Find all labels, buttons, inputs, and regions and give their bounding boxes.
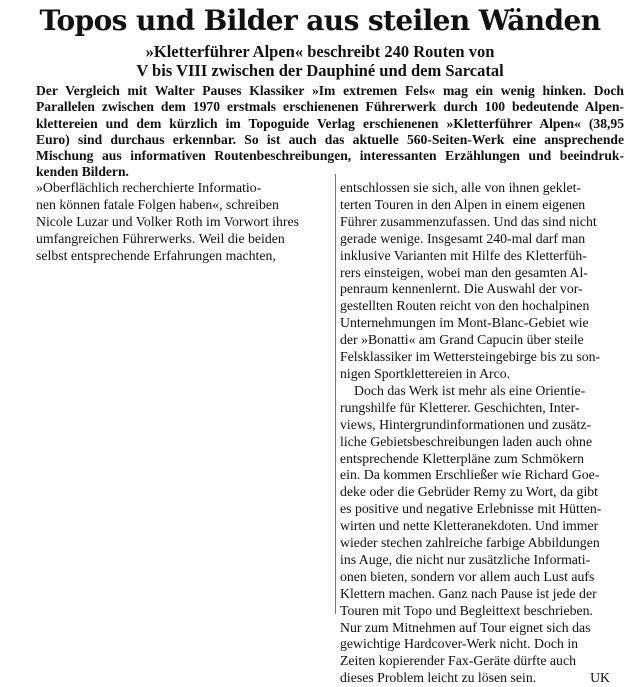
- body-line: wirten und nette Kletteranekdoten. Und immer: [340, 518, 599, 534]
- body-line: ein. Da kommen Erschließer wie Richard Goe-: [340, 467, 600, 483]
- body-line: deke oder die Gebrüder Remy zu Wort, da gibt: [340, 484, 599, 500]
- body-line: inklusive Varianten mit Hilfe des Kletterfüh-: [340, 247, 587, 263]
- body-line: nen können fatale Folgen haben«, schreiben: [36, 196, 279, 212]
- body-column-1: [36, 180, 332, 265]
- body-line: rungshilfe für Kletterer. Geschichten, Inter-: [340, 399, 580, 415]
- lead-line: Euro) sind durchaus erkennbar. So ist auch das aktuelle 560-Seiten-Werk eine ansprechende: [36, 131, 624, 147]
- body-line: Doch das Werk ist mehr als eine Orientie-: [354, 382, 586, 398]
- body-line: rers einsteigen, wobei man den gesamten Al-: [340, 264, 588, 280]
- body-line: nigen Sportklettereien in Arco.: [340, 365, 511, 381]
- body-line: penraum kennenlernt. Die Auswahl der vor-: [340, 281, 583, 297]
- body-line: gerade wenige. Insgesamt 240-mal darf man: [340, 230, 586, 246]
- body-last-line: [340, 670, 630, 687]
- lead-line: Mischung aus informativen Routenbeschreibungen, interessanten Erzählungen und beeindruk-: [36, 148, 624, 164]
- body-line: selbst entsprechende Erfahrungen machten,: [36, 247, 276, 263]
- body-line: Nur zum Mitnehmen auf Tour eignet sich das: [340, 619, 591, 635]
- body-line: liche Gebietsbeschreibungen laden auch ohne: [340, 433, 593, 449]
- lead-line: kenden Bildern.: [36, 164, 129, 180]
- body-line: gewichtige Hardcover-Werk nicht. Doch in: [340, 636, 579, 652]
- body-line: terten Touren in den Alpen in einem eigenen: [340, 196, 586, 212]
- body-line: wieder stechen zahlreiche farbige Abbildungen: [340, 535, 600, 551]
- lead-line: Der Vergleich mit Walter Pauses Klassiker »Im extremen Fels« mag ein wenig hinken. Doch: [36, 83, 624, 98]
- body-line: ins Auge, die nicht nur zusätzliche Informati-: [340, 551, 591, 567]
- body-line: Nicole Luzar und Volker Roth im Vorwort ihres: [36, 213, 300, 229]
- subheadline-line: »Kletterführer Alpen« beschreibt 240 Routen von: [145, 42, 495, 61]
- body-line: Felsklassiker im Wettersteingebirge bis zu son-: [340, 349, 601, 365]
- body-line: der »Bonatti« am Grand Capucin über steile: [340, 332, 584, 348]
- body-line: onen bieten, sondern vor allem auch Lust aufs: [340, 568, 595, 584]
- body-line: dieses Problem leicht zu lösen sein.: [340, 670, 537, 686]
- body-line: Unternehmungen im Mont-Blanc-Gebiet wie: [340, 315, 589, 331]
- body-line: Klettern machen. Ganz nach Pause ist jede der: [340, 585, 597, 601]
- body-line: entschlossen sie sich, alle von ihnen geklet-: [340, 180, 582, 195]
- column-divider: [335, 174, 336, 614]
- headline: Topos und Bilder aus steilen Wänden: [39, 4, 601, 37]
- author-signature: UK: [590, 670, 610, 686]
- body-column-2: [340, 180, 630, 687]
- body-line: Touren mit Topo und Begleittext beschrieben.: [340, 602, 593, 618]
- body-line: gestellten Routen reicht von den hochalpinen: [340, 298, 590, 314]
- body-line: views, Hintergrundinformationen und zusätz-: [340, 416, 592, 432]
- body-line: entsprechende Kletterpläne zum Schmökern: [340, 450, 585, 466]
- body-line: Führer zusammenzufassen. Und das sind nicht: [340, 213, 597, 229]
- body-line: »Oberflächlich recherchierte Informatio-: [36, 180, 262, 195]
- body-line: umfangreichen Führerwerks. Weil die beiden: [36, 230, 285, 246]
- subheadline-line: V bis VIII zwischen der Dauphiné und dem Sarcatal: [136, 61, 504, 80]
- body-line: es positive und negative Erlebnisse mit Hütten-: [340, 501, 602, 517]
- lead-paragraph: [36, 83, 624, 181]
- subheadline: [0, 42, 640, 80]
- lead-line: klettereien und dem kürzlich im Topoguide Verlag erschienenen »Kletterführer Alpen« (38,95: [36, 115, 624, 131]
- body-line: Zeiten kopierender Fax-Geräte dürfte auch: [340, 653, 576, 669]
- lead-line: Parallelen zwischen dem 1970 erstmals erschienenen Führerwerk durch 100 bedeutende Alpen-: [36, 99, 624, 115]
